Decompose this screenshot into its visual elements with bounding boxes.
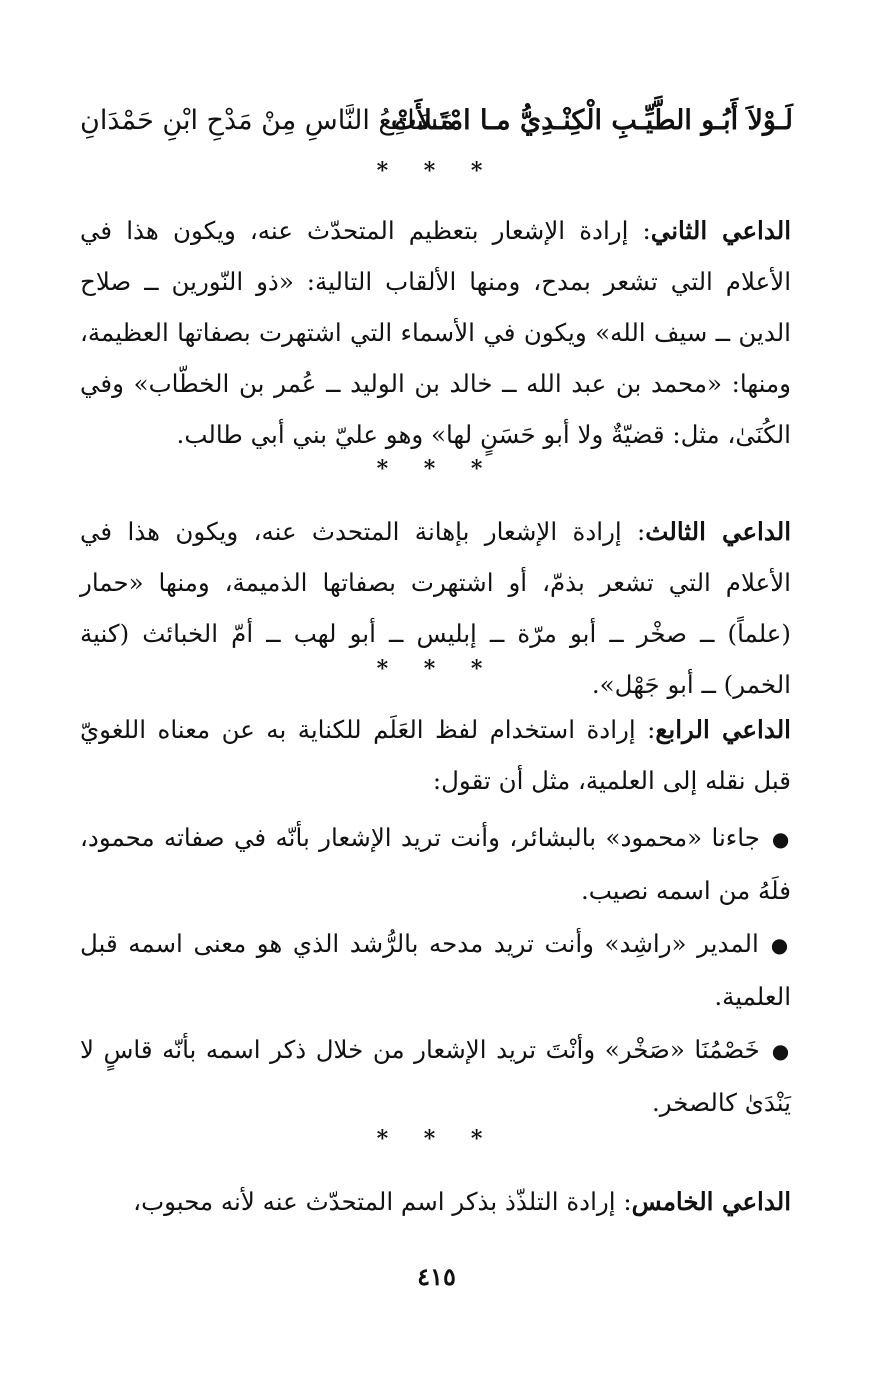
paragraph-second-motive	[80, 205, 791, 460]
motive-label: الداعي الثاني	[650, 216, 791, 245]
list-item-text: خَصْمُنَا «صَخْر» وأنْتَ تريد الإشعار من خلال ذكر اسمه بأنّه قاسٍ لا يَنْدَىٰ كالصخر.	[80, 1035, 791, 1117]
bullet-icon: ●	[771, 827, 791, 851]
section-separator: * * *	[376, 158, 497, 184]
verse-second-hemistich: مَسَامِعُ النَّاسِ مِنْ مَدْحِ ابْنِ حَمْدَانِ	[80, 105, 455, 136]
list-item-text: المدير «راشِد» وأنت تريد مدحه بالرُّشد الذي هو معنى اسمه قبل العلمية.	[80, 929, 791, 1011]
list-item	[80, 918, 791, 1022]
paragraph-fifth-motive	[80, 1176, 791, 1227]
bullet-icon: ●	[771, 1039, 792, 1063]
poetry-verse	[80, 96, 793, 146]
list-item	[80, 1024, 791, 1128]
section-separator: * * *	[376, 456, 497, 482]
bullet-icon: ●	[770, 933, 792, 957]
motive-text: : إرادة الإشعار بتعظيم المتحدّث عنه، ويكون هذا في الأعلام التي تشعر بمدح، ومنها الألقاب التالية: «ذو النّورين ــ صلاح الدين ــ سيف الله» ويكون في الأسماء التي اشتهرت بصفاتها العظيمة، ومنها: «محمد بن عبد الله ــ خالد بن الوليد ــ عُمر بن الخطّاب» وفي الكُنَىٰ، مثل: قضيّةٌ ولا أبو حَسَنٍ لها» وهو عليّ بني أبي طالب.	[80, 216, 791, 449]
list-item-text: جاءنا «محمود» بالبشائر، وأنت تريد الإشعار بأنّه في صفاته محمود، فلَهُ من اسمه نصيب.	[80, 823, 791, 905]
list-item	[80, 812, 791, 916]
motive-text: : إرادة التلذّذ بذكر اسم المتحدّث عنه لأنه محبوب،	[133, 1187, 632, 1216]
motive-label: الداعي الخامس	[631, 1187, 791, 1216]
section-separator: * * *	[376, 1126, 497, 1152]
section-separator: * * *	[376, 656, 497, 682]
paragraph-fourth-motive	[80, 704, 791, 806]
motive-label: الداعي الثالث	[645, 517, 791, 546]
motive-label: الداعي الرابع	[655, 715, 791, 744]
motive-text: : إرادة الإشعار بإهانة المتحدث عنه، ويكون هذا في الأعلام التي تشعر بذمّ، أو اشتهرت بصفاتها الذميمة، ومنها «حمار (علماً) ــ صخْر ــ أبو مرّة ــ إبليس ــ أبو لهب ــ أمّ الخبائث (كنية الخمر) ــ أبو جَهْل».	[80, 517, 791, 699]
page-number: ٤١٥	[417, 1262, 456, 1291]
motive-text: : إرادة استخدام لفظ العَلَم للكناية به عن معناه اللغويّ قبل نقله إلى العلمية، مثل أن تقول:	[80, 715, 791, 795]
verse-first-hemistich: لَـوْلاَ أَبُـو الطَّيِّـبِ الْكِنْـدِيُّ مـا امْتَـلأَتْ	[391, 105, 793, 136]
